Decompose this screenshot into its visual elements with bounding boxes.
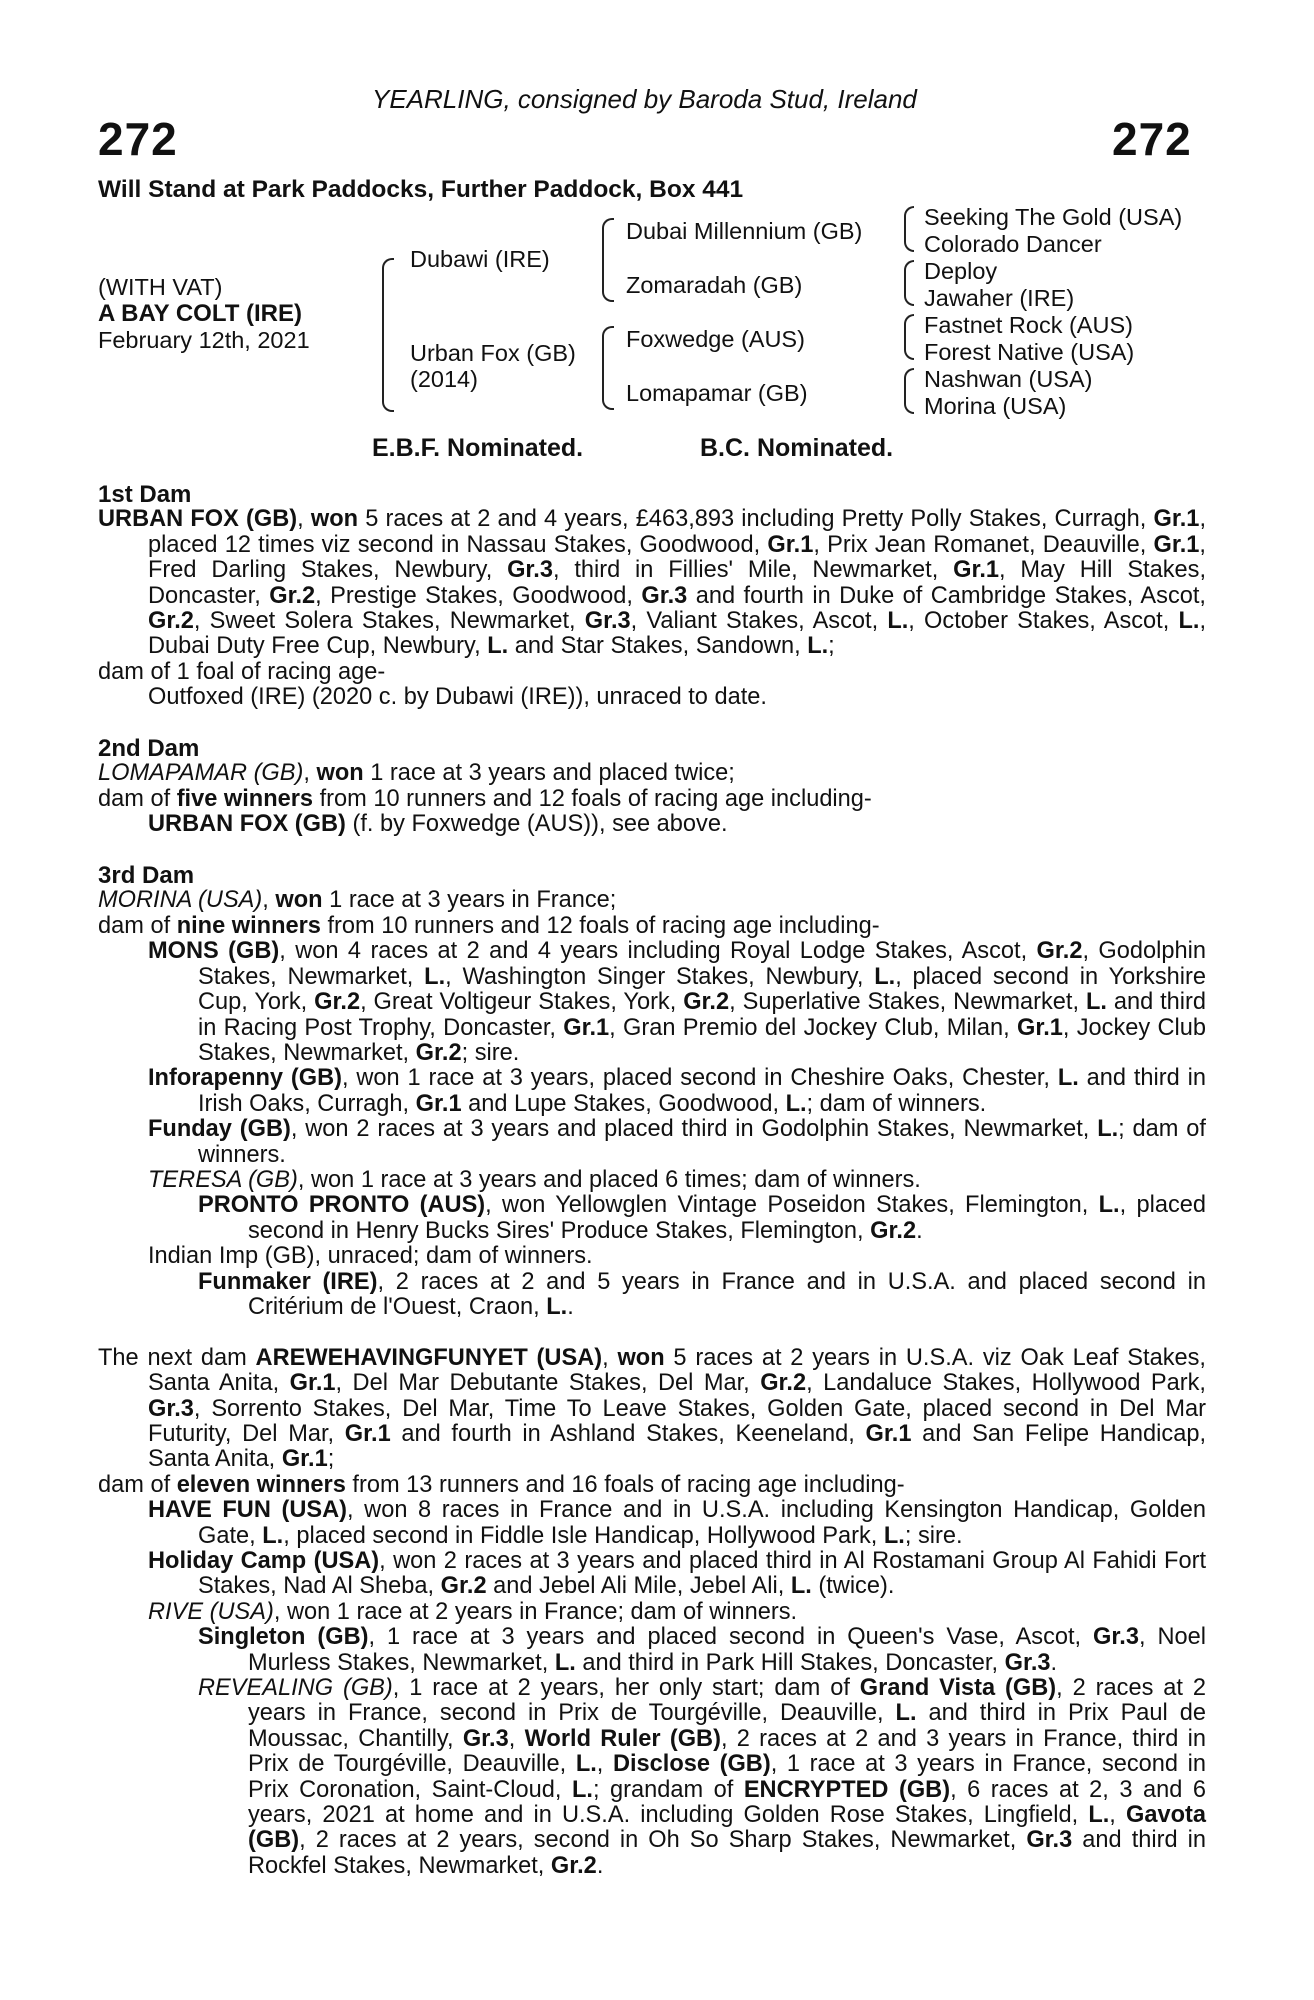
record-text: dam of [98,785,177,812]
grade-badge: Gr.2 [148,608,194,635]
grade-badge: Gr.1 [1153,506,1200,533]
grade-badge: Gr.2 [314,989,361,1016]
grade-badge: L. [1085,989,1107,1016]
grade-badge: Gr.3 [1004,1649,1051,1676]
horse-name-bold: Inforapenny (GB) [148,1065,342,1092]
grade-badge: L. [1178,608,1200,635]
pedigree-brace-ss [904,206,914,252]
grade-badge: L. [424,963,446,990]
record-text: , won Yellowglen Vintage Poseidon Stakes, Flemington, [485,1192,1099,1219]
foal-entry: Outfoxed (IRE) (2020 c. by Dubawi (IRE)), unraced to date. [148,684,767,711]
foaling-date: February 12th, 2021 [98,327,310,353]
grade-badge: Gr.3 [1026,1827,1073,1854]
grade-badge: Gr.1 [1153,531,1200,558]
grade-badge: Gr.1 [415,1090,462,1117]
ebf-nomination: E.B.F. Nominated. [372,434,584,462]
record-text: , won 4 races at 2 and 4 years including Royal Lodge Stakes, Ascot, [279,938,1037,965]
dam-name: MORINA (USA) [98,887,263,914]
grade-badge: L. [554,1649,576,1676]
horse-name-bold: HAVE FUN (USA) [148,1497,348,1524]
won-label: won [316,760,364,787]
grade-badge: Gr.3 [584,608,631,635]
dam-name: LOMAPAMAR (GB) [98,760,304,787]
grade-badge: L. [1057,1065,1079,1092]
grade-badge: L. [785,1090,807,1117]
grade-badge: Gr.1 [1016,1014,1063,1041]
record-text: , placed second in Yorkshire Cup, York, [198,963,1206,1016]
record-text: , 2 races at 2 years in France, second in Prix de Tourgéville, Deauville, [248,1675,1206,1727]
horse-name-bold: Holiday Camp (USA) [148,1548,380,1575]
record-text: , Prix Jean Romanet, Deauville, [813,531,1154,558]
second-dam-heading: 2nd Dam [98,735,200,763]
grade-badge: L. [887,608,909,635]
record-text: and Lupe Stakes, Goodwood, [461,1090,786,1117]
record-text: , Washington Singer Stakes, Newbury, [445,963,875,990]
record-text: , Del Mar Debutante Stakes, Del Mar, [335,1370,761,1397]
horse-name-bold: Singleton (GB) [198,1624,369,1651]
grade-badge: Gr.2 [440,1573,487,1600]
grade-badge: Gr.3 [1093,1624,1139,1651]
pedigree-brace-sire [602,218,614,302]
produce-entry [98,1117,1206,1168]
produce-entry [98,1625,1206,1676]
record-text: , won 1 race at 3 years and placed 6 times; dam of winners. [297,1166,921,1193]
record-text: . [916,1217,923,1244]
horse-name-italic: REVEALING (GB) [198,1675,393,1702]
pedigree-dsd: Forest Native (USA) [924,339,1135,365]
record-text: , third in Fillies' Mile, Newmarket, [552,557,954,584]
produce-entry [98,812,1206,837]
catalogue-body [98,482,1206,1879]
record-text: , 1 race at 2 years, her only start; dam of [392,1675,860,1702]
grade-badge: Gr.2 [760,1370,807,1397]
third-dam-heading: 3rd Dam [98,862,195,890]
record-text: from 13 runners and 16 foals of racing age including- [345,1471,905,1498]
record-text: , Dubai Duty Free Cup, Newbury, [148,608,1207,660]
pedigree-sds: Deploy [924,258,998,284]
pedigree-dam-year: (2014) [410,366,478,392]
record-text: from 10 runners and 12 foals of racing age including- [313,785,872,812]
record-text: (twice). [811,1573,895,1600]
record-text: , won 8 races in France and in U.S.A. including Kensington Handicap, Golden Gate, [198,1497,1206,1549]
winners-count: eleven winners [176,1471,346,1498]
horse-name-bold: Disclose (GB) [612,1751,771,1778]
grade-badge: Gr.2 [683,989,730,1016]
record-text: dam of [98,912,177,939]
record-text: , Valiant Stakes, Ascot, [630,608,888,635]
bc-nomination: B.C. Nominated. [700,434,894,462]
pedigree-ddd: Morina (USA) [924,393,1067,419]
grade-badge: Gr.1 [281,1446,328,1473]
produce-entry: REVEALING (GB), 1 race at 2 years, her only start; dam of Grand Vista (GB), 2 races at 2 years in France, second in Prix de Tourgéville, Deauville, L. and third in Prix Paul de Moussac, Chantilly, Gr.3, World Ruler (GB), 2 races at 2 and 3 years in France, third in Prix de Tourgéville, Deauville, L., Disclose (GB), 1 race at 3 years in France, second in Prix Coronation, Saint-Cloud, L.; grandam of ENCRYPTED (GB), 6 races at 2, 3 and 6 years, 2021 at home and in U.S.A. including Golden Rose Stakes, Lingfield, L., Gavota (GB), 2 races at 2 years, second in Oh So Sharp Stakes, Newmarket, Gr.3 and third in Rockfel Stakes, Newmarket, Gr.2. [198,1675,1206,1879]
grade-badge: L. [895,1700,917,1727]
grade-badge: Gr.3 [641,582,688,609]
grade-badge: Gr.2 [415,1039,462,1066]
record-text: 1 race at 3 years in France; [322,887,617,914]
record-text: . [596,1852,604,1879]
first-dam-record: URBAN FOX (GB), won 5 races at 2 and 4 years, £463,893 including Pretty Polly Stakes, Curragh, Gr.1, placed 12 times viz second in Nassau Stakes, Goodwood, Gr.1, Prix Jean Romanet, Deauville, Gr.1, Fred Darling Stakes, Newbury, Gr.3, third in Fillies' Mile, Newmarket, Gr.1, May Hill Stakes, Doncaster, Gr.2, Prestige Stakes, Goodwood, Gr.3 and fourth in Duke of Cambridge Stakes, Ascot, Gr.2, Sweet Solera Stakes, Newmarket, Gr.3, Valiant Stakes, Ascot, L., October Stakes, Ascot, L., Dubai Duty Free Cup, Newbury, L. and Star Stakes, Sandown, L.; [98,506,1207,660]
dam-of-line [98,914,1206,939]
won-label: won [275,887,323,914]
record-text: , October Stakes, Ascot, [908,608,1179,635]
dam-name: URBAN FOX (GB) [98,506,298,533]
pedigree-sire: Dubawi (IRE) [410,246,550,272]
record-text: , Great Voltigeur Stakes, York, [360,989,684,1016]
grade-badge: L. [883,1522,905,1549]
record-text: ; [828,633,835,660]
grade-badge: L. [262,1522,284,1549]
grade-badge: L. [1098,1192,1120,1219]
dam-of-line [98,1473,1206,1498]
record-text: from 10 runners and 12 foals of racing age including- [320,912,880,939]
dam-of-line [98,787,1206,812]
record-text: , Sweet Solera Stakes, Newmarket, [193,608,585,635]
pedigree-brace-dd [904,368,914,414]
record-text: and fourth in Duke of Cambridge Stakes, Ascot, [687,582,1206,609]
produce-entry: Indian Imp (GB), unraced; dam of winners. [148,1243,593,1270]
record-text: and third in Rockfel Stakes, Newmarket, [248,1827,1206,1879]
dam-name: AREWEHAVINGFUNYET (USA) [255,1344,603,1371]
record-text: . [1050,1649,1058,1676]
record-text: and Jebel Ali Mile, Jebel Ali, [486,1573,791,1600]
produce-entry [98,1066,1206,1117]
record-text: , Landaluce Stakes, Hollywood Park, [806,1370,1206,1397]
grade-badge: Gr.1 [865,1420,912,1447]
horse-name-italic: RIVE (USA) [148,1598,274,1625]
produce-entry [98,1498,1206,1549]
won-label: won [617,1344,665,1371]
record-text: 1 race at 3 years and placed twice; [363,760,735,787]
record-text: ; dam of winners. [198,1116,1206,1168]
record-text: . [567,1293,574,1320]
record-text: , 1 race at 3 years and placed second in Queen's Vase, Ascot, [368,1624,1094,1651]
grade-badge: Gr.2 [269,582,316,609]
dam-of-line: dam of 1 foal of racing age- [98,658,386,685]
pedigree-sdd: Jawaher (IRE) [924,285,1075,311]
third-dam-record: MORINA (USA), won 1 race at 3 years in France; [98,887,617,914]
record-text: ; [327,1446,335,1473]
grade-badge: L. [1088,1802,1110,1829]
winners-count: nine winners [176,912,321,939]
grade-badge: L. [487,633,509,660]
horse-name-bold: Funday (GB) [148,1116,291,1143]
horse-name-bold: ENCRYPTED (GB) [743,1776,951,1803]
record-text: , Fred Darling Stakes, Newbury, [148,531,1206,584]
lot-number-left: 272 [98,113,178,165]
grade-badge: L. [546,1293,568,1320]
record-text: , Superlative Stakes, Newmarket, [729,989,1086,1016]
next-dam-record: The next dam AREWEHAVINGFUNYET (USA), won 5 races at 2 years in U.S.A. viz Oak Leaf Stakes, Santa Anita, Gr.1, Del Mar Debutante Stakes, Del Mar, Gr.2, Landaluce Stakes, Hollywood Park, Gr.3, Sorrento Stakes, Del Mar, Time To Leave Stakes, Golden Gate, placed second in Del Mar Futurity, Del Mar, Gr.1 and fourth in Ashland Stakes, Keeneland, Gr.1 and San Felipe Handicap, Santa Anita, Gr.1; [98,1344,1206,1473]
won-label: won [310,506,359,533]
record-text: , Gran Premio del Jockey Club, Milan, [609,1014,1017,1041]
record-text: ; grandam of [592,1776,744,1803]
grade-badge: Gr.1 [953,557,1000,584]
grade-badge: L. [571,1776,593,1803]
record-text: , Sorrento Stakes, Del Mar, Time To Leave Stakes, Golden Gate, placed second in Del Mar Futurity, Del Mar, [148,1395,1206,1447]
produce-entry [98,1193,1206,1244]
pedigree-dam-sire: Foxwedge (AUS) [626,326,805,352]
grade-badge: Gr.2 [870,1217,917,1244]
pedigree-brace-dam [602,326,614,410]
pedigree-dds: Nashwan (USA) [924,366,1093,392]
record-text: and fourth in Ashland Stakes, Keeneland, [390,1420,866,1447]
record-text: , Prestige Stakes, Goodwood, [315,582,642,609]
horse-name-bold: World Ruler (GB) [524,1725,721,1752]
horse-name-bold: Grand Vista (GB) [859,1675,1057,1702]
pedigree-brace-sd [904,260,914,306]
stand-location: Will Stand at Park Paddocks, Further Paddock, Box 441 [98,176,744,203]
record-text: and Star Stakes, Sandown, [508,633,808,660]
pedigree-brace-ds [904,314,914,360]
record-text: , placed 12 times viz second in Nassau Stakes, Goodwood, [148,506,1206,558]
record-text: , Jockey Club Stakes, Newmarket, [198,1014,1207,1066]
record-text: , 2 races at 2 years, second in Oh So Sharp Stakes, Newmarket, [299,1827,1027,1854]
record-text: 5 races at 2 and 4 years, £463,893 including Pretty Polly Stakes, Curragh, [358,506,1154,533]
first-dam-heading: 1st Dam [98,481,192,508]
horse-name: A BAY COLT (IRE) [98,300,303,327]
grade-badge: Gr.2 [550,1852,597,1879]
grade-badge: L. [575,1751,597,1778]
grade-badge: Gr.3 [462,1725,509,1752]
pedigree-ssd: Colorado Dancer [924,231,1102,257]
pedigree-dss: Fastnet Rock (AUS) [924,312,1133,338]
record-text: and third in Prix Paul de Moussac, Chantilly, [248,1700,1206,1752]
grade-badge: Gr.1 [563,1014,610,1041]
record-text: The next dam [98,1344,256,1371]
record-text: , May Hill Stakes, Doncaster, [148,557,1206,609]
record-text: , won 1 race at 3 years, placed second in Cheshire Oaks, Chester, [341,1065,1058,1092]
grade-badge: Gr.2 [1036,938,1083,965]
pedigree-brace-main [382,258,394,412]
grade-badge: L. [1097,1116,1119,1143]
horse-name-italic: TERESA (GB) [148,1166,298,1193]
produce-entry [98,939,1206,1066]
record-text: , won 1 race at 2 years in France; dam of winners. [273,1598,798,1625]
horse-name-bold: URBAN FOX (GB) [148,811,346,838]
consignment-line: YEARLING, consigned by Baroda Stud, Ireland [372,84,917,114]
record-text: ; dam of winners. [806,1090,987,1117]
grade-badge: Gr.3 [148,1395,194,1422]
produce-entry [98,1168,1206,1193]
record-text: dam of [98,1471,177,1498]
pedigree-dam: Urban Fox (GB) [410,340,576,366]
grade-badge: L. [790,1573,812,1600]
record-text: , placed second in Henry Bucks Sires' Produce Stakes, Flemington, [248,1192,1207,1244]
second-dam-record: LOMAPAMAR (GB), won 1 race at 3 years and placed twice; [98,760,735,787]
record-text: , 1 race at 3 years in France, second in Prix Coronation, Saint-Cloud, [248,1751,1206,1803]
record-text: , Godolphin Stakes, Newmarket, [198,938,1206,990]
record-text: ; sire. [904,1522,963,1549]
pedigree-dam-dam: Lomapamar (GB) [626,380,808,406]
record-text: and third in Park Hill Stakes, Doncaster, [575,1649,1005,1676]
record-text: ; sire. [461,1039,520,1066]
record-text: , won 2 races at 3 years and placed third in Godolphin Stakes, Newmarket, [290,1116,1098,1143]
record-text: , won 2 races at 3 years and placed third in Al Rostamani Group Al Fahidi Fort Stakes, Nad Al Sheba, [198,1548,1207,1600]
grade-badge: Gr.1 [344,1420,391,1447]
record-text: , placed second in Fiddle Isle Handicap, Hollywood Park, [283,1522,884,1549]
produce-entry [98,1600,1206,1625]
horse-name-bold: MONS (GB) [148,938,280,965]
record-text: , 2 races at 2 and 3 years in France, third in Prix de Tourgéville, Deauville, [248,1725,1206,1778]
produce-entry [98,1549,1206,1600]
record-text: and San Felipe Handicap, Santa Anita, [148,1420,1206,1473]
grade-badge: Gr.1 [767,531,814,558]
record-text: (f. by Foxwedge (AUS)), see above. [345,811,728,838]
record-text: , 2 races at 2 and 5 years in France and in U.S.A. and placed second in Critérium de l'Ouest, Craon, [248,1268,1206,1320]
horse-name-bold: Funmaker (IRE) [198,1268,378,1295]
pedigree-sss: Seeking The Gold (USA) [924,204,1183,230]
record-text: and third in Irish Oaks, Curragh, [198,1065,1206,1117]
pedigree-sire-dam: Zomaradah (GB) [626,272,803,298]
winners-count: five winners [176,785,314,812]
grade-badge: L. [874,963,896,990]
horse-name-bold: Gavota (GB) [248,1802,1206,1854]
record-text: 5 races at 2 years in U.S.A. viz Oak Leaf Stakes, Santa Anita, [148,1344,1206,1397]
record-text: , 6 races at 2, 3 and 6 years, 2021 at home and in U.S.A. including Golden Rose Stakes, Lingfield, [248,1776,1206,1829]
produce-entry [98,1270,1206,1321]
grade-badge: L. [807,633,829,660]
grade-badge: Gr.3 [507,557,553,584]
record-text: and third in Racing Post Trophy, Doncaster, [198,989,1207,1041]
horse-name-bold: PRONTO PRONTO (AUS) [198,1192,486,1219]
vat-note: (WITH VAT) [98,274,223,300]
pedigree-sire-sire: Dubai Millennium (GB) [626,218,863,244]
grade-badge: Gr.1 [289,1370,336,1397]
record-text: , Noel Murless Stakes, Newmarket, [248,1624,1206,1676]
lot-number-right: 272 [1112,113,1192,165]
